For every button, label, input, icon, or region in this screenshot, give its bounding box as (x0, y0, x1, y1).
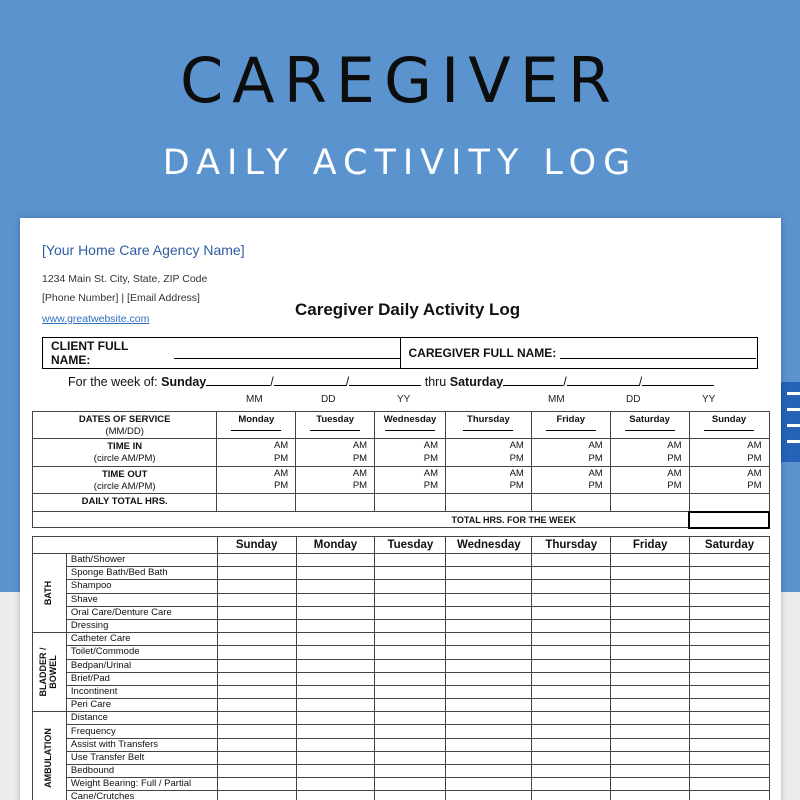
category-label: BATH (33, 554, 67, 633)
activity-check-cell[interactable] (532, 778, 611, 791)
table-row (33, 659, 770, 672)
time-cell[interactable]: AM PM (610, 466, 689, 494)
day-header[interactable]: Sunday (689, 412, 769, 439)
activity-check-cell[interactable] (217, 778, 296, 791)
activity-check-cell[interactable] (217, 791, 296, 800)
activity-check-cell[interactable] (611, 738, 690, 751)
activity-check-cell[interactable] (217, 738, 296, 751)
table-row (33, 593, 770, 606)
activity-check-cell[interactable] (532, 554, 611, 567)
activity-check-cell[interactable] (217, 765, 296, 778)
week-total-label: TOTAL HRS. FOR THE WEEK (33, 512, 690, 528)
activity-check-cell[interactable] (446, 765, 532, 778)
activity-check-cell[interactable] (532, 751, 611, 764)
activity-check-cell[interactable] (532, 567, 611, 580)
activity-check-cell[interactable] (611, 712, 690, 725)
time-cell[interactable]: AM PM (689, 466, 769, 494)
activity-check-cell[interactable] (532, 672, 611, 685)
activity-check-cell[interactable] (532, 646, 611, 659)
activity-item: Cane/Crutches (66, 791, 217, 800)
week-total-field[interactable] (689, 512, 769, 528)
document-page (20, 218, 781, 800)
activity-check-cell[interactable] (690, 778, 770, 791)
time-cell[interactable]: AM PM (446, 439, 532, 467)
activity-check-cell[interactable] (375, 619, 446, 632)
time-cell[interactable]: AM PM (446, 466, 532, 494)
activity-check-cell[interactable] (690, 606, 770, 619)
week-start-day: Sunday (161, 375, 207, 389)
activity-check-cell[interactable] (217, 751, 296, 764)
time-cell[interactable]: AM PM (296, 439, 375, 467)
activity-check-cell[interactable] (375, 633, 446, 646)
date-label: YY (397, 394, 411, 405)
activity-check-cell[interactable] (296, 593, 375, 606)
table-row (33, 633, 770, 646)
total-cell[interactable] (610, 494, 689, 512)
activity-check-cell[interactable] (296, 619, 375, 632)
date-label: DD (321, 394, 336, 405)
activity-item: Use Transfer Belt (66, 751, 217, 764)
date-label: MM (548, 394, 565, 405)
activity-check-cell[interactable] (446, 685, 532, 698)
time-cell[interactable]: AM PM (296, 466, 375, 494)
activity-item: Peri Care (66, 699, 217, 712)
table-row (33, 712, 770, 725)
names-box (42, 337, 758, 369)
activity-check-cell[interactable] (446, 606, 532, 619)
client-name-cell (43, 338, 400, 368)
row-label: TIME IN (circle AM/PM) (33, 439, 217, 467)
category-label: BLADDER / BOWEL (33, 633, 67, 712)
activity-check-cell[interactable] (375, 672, 446, 685)
table-row (33, 672, 770, 685)
table-row (33, 412, 770, 439)
activity-item: Distance (66, 712, 217, 725)
activity-check-cell[interactable] (296, 778, 375, 791)
activity-check-cell[interactable] (446, 778, 532, 791)
activity-check-cell[interactable] (296, 685, 375, 698)
activity-item: Bedbound (66, 765, 217, 778)
activity-item: Frequency (66, 725, 217, 738)
column-header: Wednesday (446, 537, 532, 554)
activity-check-cell[interactable] (217, 712, 296, 725)
activity-check-cell[interactable] (446, 738, 532, 751)
activity-check-cell[interactable] (296, 738, 375, 751)
activity-check-cell[interactable] (375, 685, 446, 698)
activity-item: Bath/Shower (66, 554, 217, 567)
activity-check-cell[interactable] (217, 580, 296, 593)
activity-check-cell[interactable] (690, 685, 770, 698)
activity-check-cell[interactable] (690, 712, 770, 725)
activity-item: Oral Care/Denture Care (66, 606, 217, 619)
activity-item: Assist with Transfers (66, 738, 217, 751)
activity-check-cell[interactable] (296, 659, 375, 672)
table-row (33, 699, 770, 712)
activity-item: Bedpan/Urinal (66, 659, 217, 672)
activity-item: Shave (66, 593, 217, 606)
total-cell[interactable] (217, 494, 296, 512)
activity-check-cell[interactable] (296, 791, 375, 800)
day-header[interactable]: Monday (217, 412, 296, 439)
activity-check-cell[interactable] (532, 619, 611, 632)
activity-check-cell[interactable] (611, 646, 690, 659)
time-cell[interactable]: AM PM (689, 439, 769, 467)
end-year-field[interactable] (642, 374, 714, 386)
activity-check-cell[interactable] (611, 778, 690, 791)
activity-check-cell[interactable] (375, 791, 446, 800)
end-day-field[interactable] (567, 374, 639, 386)
activity-check-cell[interactable] (690, 725, 770, 738)
activity-item: Catheter Care (66, 633, 217, 646)
activity-check-cell[interactable] (375, 765, 446, 778)
caregiver-name-field[interactable] (560, 347, 756, 359)
activity-item: Dressing (66, 619, 217, 632)
activity-check-cell[interactable] (611, 765, 690, 778)
activity-check-cell[interactable] (446, 633, 532, 646)
table-row (33, 646, 770, 659)
activity-check-cell[interactable] (375, 606, 446, 619)
activity-check-cell[interactable] (690, 659, 770, 672)
activity-check-cell[interactable] (532, 791, 611, 800)
day-header[interactable]: Thursday (446, 412, 532, 439)
activity-check-cell[interactable] (217, 725, 296, 738)
agency-contact: [Phone Number] | [Email Address] (42, 292, 200, 304)
activity-check-cell[interactable] (446, 791, 532, 800)
activity-check-cell[interactable] (532, 606, 611, 619)
activity-check-cell[interactable] (217, 567, 296, 580)
activity-check-cell[interactable] (375, 738, 446, 751)
activity-check-cell[interactable] (217, 619, 296, 632)
activity-check-cell[interactable] (296, 554, 375, 567)
banner-subtitle: DAILY ACTIVITY LOG (162, 143, 638, 183)
activity-check-cell[interactable] (217, 659, 296, 672)
activity-check-cell[interactable] (532, 633, 611, 646)
activity-check-cell[interactable] (611, 580, 690, 593)
date-label: DD (626, 394, 641, 405)
table-row (33, 619, 770, 632)
activity-check-cell[interactable] (532, 712, 611, 725)
activity-check-cell[interactable] (532, 725, 611, 738)
activity-check-cell[interactable] (446, 646, 532, 659)
activity-check-cell[interactable] (532, 699, 611, 712)
activity-check-cell[interactable] (296, 699, 375, 712)
activity-check-cell[interactable] (532, 593, 611, 606)
activity-check-cell[interactable] (611, 567, 690, 580)
time-cell[interactable]: AM PM (217, 466, 296, 494)
activity-check-cell[interactable] (296, 765, 375, 778)
corner-cell (33, 537, 218, 554)
activity-check-cell[interactable] (375, 554, 446, 567)
time-cell[interactable]: AM PM (531, 439, 610, 467)
word-document-icon (781, 382, 800, 462)
agency-address: 1234 Main St. City, State, ZIP Code (42, 273, 208, 285)
activity-check-cell[interactable] (446, 619, 532, 632)
activity-check-cell[interactable] (611, 659, 690, 672)
activity-check-cell[interactable] (446, 672, 532, 685)
activity-check-cell[interactable] (532, 659, 611, 672)
start-month-field[interactable] (206, 374, 270, 386)
activity-item: Shampoo (66, 580, 217, 593)
activity-check-cell[interactable] (611, 554, 690, 567)
activity-item: Sponge Bath/Bed Bath (66, 567, 217, 580)
time-cell[interactable]: AM PM (375, 439, 446, 467)
activity-check-cell[interactable] (611, 685, 690, 698)
table-row (33, 512, 770, 528)
activity-check-cell[interactable] (217, 593, 296, 606)
activity-check-cell[interactable] (446, 554, 532, 567)
agency-website-link[interactable]: www.greatwebsite.com (42, 313, 150, 325)
activity-check-cell[interactable] (375, 580, 446, 593)
total-cell[interactable] (296, 494, 375, 512)
activity-check-cell[interactable] (446, 659, 532, 672)
table-row (33, 751, 770, 764)
table-row (33, 778, 770, 791)
activity-check-cell[interactable] (611, 606, 690, 619)
activity-check-cell[interactable] (690, 672, 770, 685)
activity-check-cell[interactable] (611, 699, 690, 712)
activity-check-cell[interactable] (690, 619, 770, 632)
activity-item: Brief/Pad (66, 672, 217, 685)
activity-check-cell[interactable] (690, 633, 770, 646)
activity-check-cell[interactable] (690, 593, 770, 606)
activity-check-cell[interactable] (611, 751, 690, 764)
activity-check-cell[interactable] (532, 580, 611, 593)
table-row (33, 725, 770, 738)
week-thru: thru (424, 375, 447, 389)
table-row (33, 791, 770, 800)
activity-check-cell[interactable] (446, 751, 532, 764)
activity-check-cell[interactable] (296, 567, 375, 580)
caregiver-name-cell (400, 338, 758, 368)
activity-check-cell[interactable] (446, 712, 532, 725)
agency-name: [Your Home Care Agency Name] (42, 242, 245, 258)
column-header: Sunday (217, 537, 296, 554)
week-prefix: For the week of: (68, 375, 158, 389)
table-row (33, 765, 770, 778)
activity-check-cell[interactable] (690, 580, 770, 593)
activity-check-cell[interactable] (217, 646, 296, 659)
activity-check-cell[interactable] (446, 567, 532, 580)
activity-check-cell[interactable] (296, 646, 375, 659)
week-of-line: For the week of: Sunday / / thru Saturday / / (68, 374, 714, 389)
activity-check-cell[interactable] (375, 646, 446, 659)
day-header[interactable]: Wednesday (375, 412, 446, 439)
activity-check-cell[interactable] (296, 672, 375, 685)
table-row (33, 466, 770, 494)
table-header-row (33, 537, 770, 554)
end-month-field[interactable] (503, 374, 563, 386)
column-header: Saturday (690, 537, 770, 554)
total-cell[interactable] (689, 494, 769, 512)
table-row (33, 439, 770, 467)
activity-check-cell[interactable] (611, 633, 690, 646)
total-cell[interactable] (531, 494, 610, 512)
week-end-day: Saturday (449, 375, 504, 389)
activity-check-cell[interactable] (217, 699, 296, 712)
activity-check-cell[interactable] (296, 725, 375, 738)
activity-check-cell[interactable] (690, 765, 770, 778)
time-cell[interactable]: AM PM (375, 466, 446, 494)
activity-check-cell[interactable] (296, 606, 375, 619)
activity-check-cell[interactable] (375, 778, 446, 791)
table-row (33, 685, 770, 698)
activity-check-cell[interactable] (375, 725, 446, 738)
time-cell[interactable]: AM PM (531, 466, 610, 494)
table-row (33, 606, 770, 619)
table-row (33, 494, 770, 512)
total-cell[interactable] (375, 494, 446, 512)
start-day-field[interactable] (274, 374, 346, 386)
date-label: YY (702, 394, 716, 405)
column-header: Thursday (532, 537, 611, 554)
activity-check-cell[interactable] (217, 672, 296, 685)
activity-check-cell[interactable] (296, 580, 375, 593)
activity-check-cell[interactable] (446, 593, 532, 606)
row-label: DATES OF SERVICE (MM/DD) (33, 412, 217, 439)
day-header[interactable]: Saturday (610, 412, 689, 439)
banner-title: CAREGIVER (180, 44, 620, 117)
activity-table (32, 536, 770, 800)
activity-check-cell[interactable] (217, 633, 296, 646)
activity-check-cell[interactable] (611, 725, 690, 738)
table-row (33, 567, 770, 580)
activity-check-cell[interactable] (532, 738, 611, 751)
activity-check-cell[interactable] (611, 619, 690, 632)
activity-check-cell[interactable] (690, 554, 770, 567)
activity-check-cell[interactable] (611, 791, 690, 800)
activity-check-cell[interactable] (611, 593, 690, 606)
row-label: TIME OUT (circle AM/PM) (33, 466, 217, 494)
activity-check-cell[interactable] (296, 751, 375, 764)
table-row (33, 554, 770, 567)
activity-check-cell[interactable] (690, 738, 770, 751)
column-header: Monday (296, 537, 375, 554)
column-header: Friday (611, 537, 690, 554)
activity-check-cell[interactable] (375, 751, 446, 764)
activity-check-cell[interactable] (611, 672, 690, 685)
activity-check-cell[interactable] (690, 751, 770, 764)
time-cell[interactable]: AM PM (610, 439, 689, 467)
activity-item: Incontinent (66, 685, 217, 698)
activity-check-cell[interactable] (296, 633, 375, 646)
activity-check-cell[interactable] (217, 685, 296, 698)
activity-check-cell[interactable] (375, 712, 446, 725)
row-label: DAILY TOTAL HRS. (33, 494, 217, 512)
activity-check-cell[interactable] (532, 765, 611, 778)
activity-check-cell[interactable] (217, 554, 296, 567)
start-year-field[interactable] (349, 374, 421, 386)
total-cell[interactable] (446, 494, 532, 512)
category-label: AMBULATION (33, 712, 67, 800)
activity-check-cell[interactable] (690, 791, 770, 800)
document-title: Caregiver Daily Activity Log (295, 300, 521, 319)
activity-check-cell[interactable] (446, 699, 532, 712)
activity-check-cell[interactable] (690, 646, 770, 659)
table-row (33, 738, 770, 751)
caregiver-name-label: CAREGIVER FULL NAME: (408, 346, 557, 360)
activity-check-cell[interactable] (375, 659, 446, 672)
date-label: MM (246, 394, 263, 405)
activity-check-cell[interactable] (446, 580, 532, 593)
activity-check-cell[interactable] (446, 725, 532, 738)
activity-item: Weight Bearing: Full / Partial (66, 778, 217, 791)
column-header: Tuesday (375, 537, 446, 554)
client-name-label: CLIENT FULL NAME: (51, 339, 129, 367)
table-row (33, 580, 770, 593)
day-header[interactable]: Friday (531, 412, 610, 439)
activity-check-cell[interactable] (532, 685, 611, 698)
activity-check-cell[interactable] (375, 567, 446, 580)
activity-item: Toilet/Commode (66, 646, 217, 659)
activity-check-cell[interactable] (375, 699, 446, 712)
activity-check-cell[interactable] (217, 606, 296, 619)
activity-check-cell[interactable] (690, 567, 770, 580)
activity-check-cell[interactable] (690, 699, 770, 712)
client-name-field[interactable] (174, 347, 400, 359)
day-header[interactable]: Tuesday (296, 412, 375, 439)
time-cell[interactable]: AM PM (217, 439, 296, 467)
service-hours-table (32, 411, 770, 529)
activity-check-cell[interactable] (296, 712, 375, 725)
activity-check-cell[interactable] (375, 593, 446, 606)
